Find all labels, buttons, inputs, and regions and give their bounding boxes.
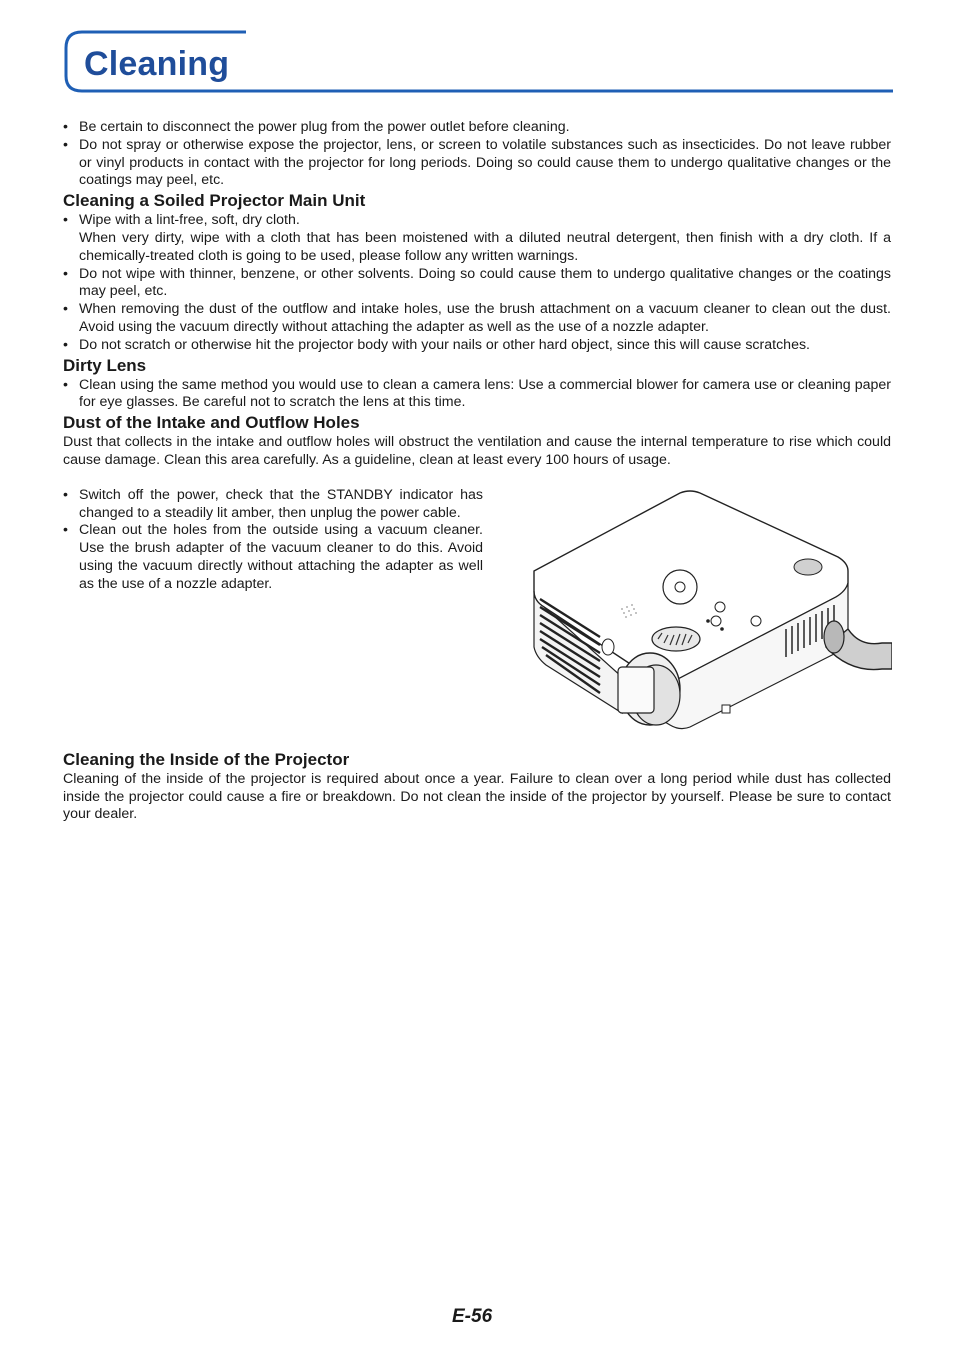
dirty-lens-bullets <box>63 377 891 413</box>
list-item: • Do not scratch or otherwise hit the projector body with your nails or other hard object, since this will cause scratches. <box>63 337 891 355</box>
dust-holes-bullets <box>63 487 483 594</box>
section-heading-dust-holes: Dust of the Intake and Outflow Holes <box>63 413 360 433</box>
page-title: Cleaning <box>84 45 230 83</box>
dust-holes-paragraph: Dust that collects in the intake and outflow holes will obstruct the ventilation and cause the internal temperature to rise which could cause damage. Clean this area carefully. As a guideline, clean at least every 100 hours of usage. <box>63 434 891 468</box>
section-heading-dirty-lens: Dirty Lens <box>63 355 147 375</box>
list-item: • Do not wipe with thinner, benzene, or other solvents. Doing so could cause them to undergo qualitative changes or the coatings may peel, etc. <box>63 266 891 302</box>
list-item: • Clean out the holes from the outside using a vacuum cleaner. Use the brush adapter of the vacuum cleaner to do this. Avoid using the vacuum directly without attaching the adapter as well as the use of a nozzle adapter. <box>63 522 483 593</box>
projector-vacuum-illustration <box>530 487 892 737</box>
content <box>63 119 891 824</box>
list-item-text: When very dirty, wipe with a cloth that has been moistened with a diluted neutral detergent, then finish with a dry cloth. If a chemically-treated cloth is going to be used, please follow any written warnings. <box>79 229 891 264</box>
list-item: • When removing the dust of the outflow and intake holes, use the brush attachment on a vacuum cleaner to clean out the dust. Avoid using the vacuum directly without attaching the adapter as well as the use of a nozzle adapter. <box>63 301 891 337</box>
inside-paragraph: Cleaning of the inside of the projector is required about once a year. Failure to clean over a long period while dust has collected inside the projector could cause a fire or breakdown. Do not clean the inside of the projector by yourself. Please be sure to contact your dealer. <box>63 770 891 823</box>
dust-holes-row <box>63 487 891 749</box>
list-item: • Do not spray or otherwise expose the projector, lens, or screen to volatile substances such as insecticides. Do not leave rubber or vinyl products in contact with the projector for long periods. Doing so could cause them to undergo qualitative changes or the coatings may peel, etc. <box>63 137 891 190</box>
main-unit-bullets <box>63 212 891 354</box>
list-item: • Be certain to disconnect the power plug from the power outlet before cleaning. <box>63 119 891 137</box>
list-item-text: • Wipe with a lint-free, soft, dry cloth. <box>79 212 300 229</box>
list-item: • Switch off the power, check that the STANDBY indicator has changed to a steadily lit amber, then unplug the power cable. <box>63 487 483 523</box>
list-item <box>63 212 891 265</box>
intro-bullets <box>63 119 891 190</box>
section-heading-main-unit: Cleaning a Soiled Projector Main Unit <box>63 191 366 211</box>
list-item: • Clean using the same method you would use to clean a camera lens: Use a commercial blower for camera use or cleaning paper for eye glasses. Be careful not to scratch the lens at this time. <box>63 377 891 413</box>
page-number: E-56 <box>452 1306 493 1327</box>
section-heading-inside: Cleaning the Inside of the Projector <box>63 749 350 769</box>
